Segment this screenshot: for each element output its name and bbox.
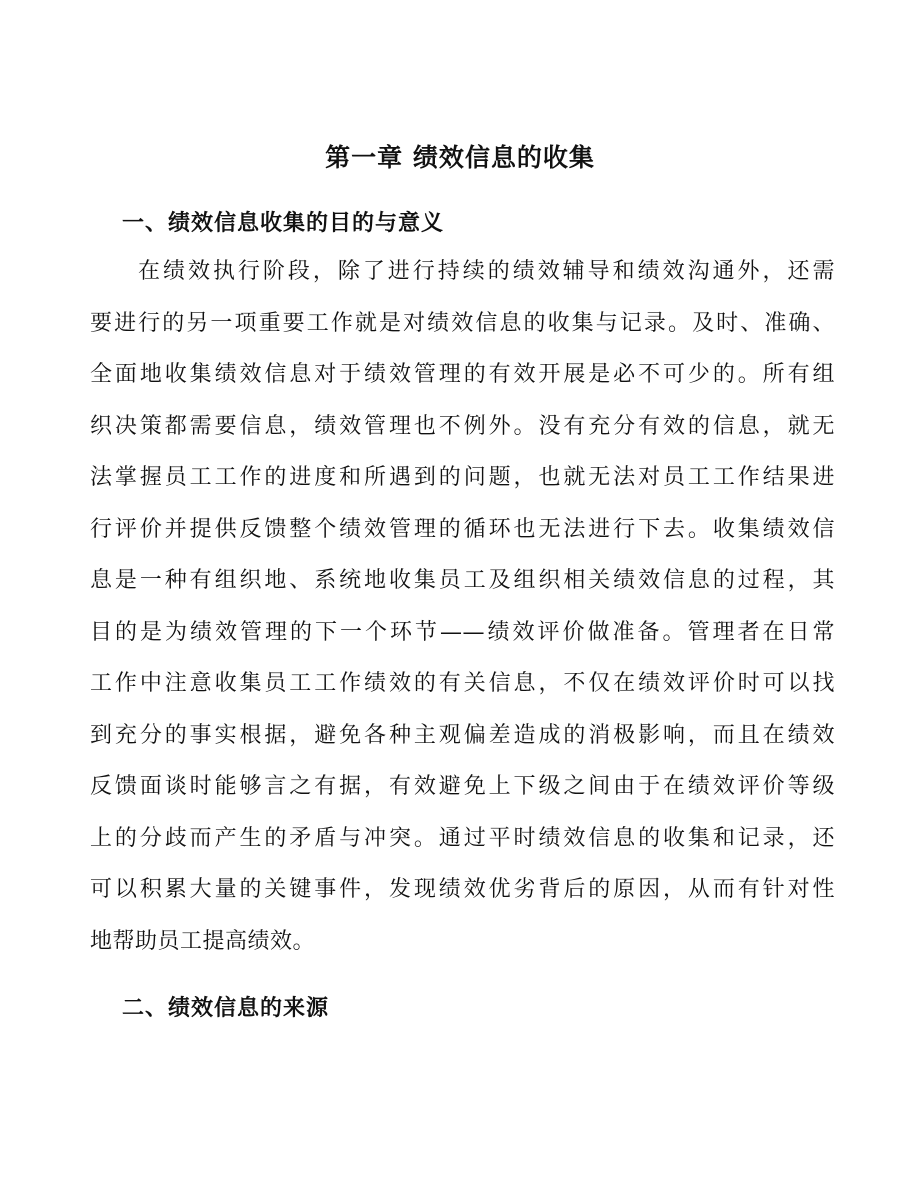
paragraph-line: 全面地收集绩效信息对于绩效管理的有效开展是必不可少的。所有组 <box>90 362 835 387</box>
paragraph-line: 织决策都需要信息，绩效管理也不例外。没有充分有效的信息，就无 <box>90 413 835 439</box>
paragraph-line: 行评价并提供反馈整个绩效管理的循环也无法进行下去。收集绩效信 <box>90 516 835 542</box>
paragraph-line: 反馈面谈时能够言之有据，有效避免上下级之间由于在绩效评价等级 <box>90 774 835 799</box>
paragraph-line: 上的分歧而产生的矛盾与冲突。通过平时绩效信息的收集和记录，还 <box>90 825 835 851</box>
paragraph-line: 息是一种有组织地、系统地收集员工及组织相关绩效信息的过程，其 <box>90 568 835 593</box>
section-paragraph <box>90 254 835 975</box>
chapter-title: 第一章 绩效信息的收集 <box>325 143 595 172</box>
paragraph-line: 在绩效执行阶段，除了进行持续的绩效辅导和绩效沟通外，还需 <box>138 259 835 284</box>
paragraph-line: 可以积累大量的关键事件，发现绩效优劣背后的原因，从而有针对性 <box>90 877 835 902</box>
paragraph-line: 到充分的事实根据，避免各种主观偏差造成的消极影响，而且在绩效 <box>90 722 835 748</box>
paragraph-line: 地帮助员工提高绩效。 <box>90 928 316 954</box>
section-heading-purpose: 一、绩效信息收集的目的与意义 <box>122 211 445 236</box>
section-heading-sources: 二、绩效信息的来源 <box>122 996 330 1021</box>
paragraph-line: 要进行的另一项重要工作就是对绩效信息的收集与记录。及时、准确、 <box>90 310 835 336</box>
paragraph-line: 法掌握员工工作的进度和所遇到的问题，也就无法对员工工作结果进 <box>90 465 835 490</box>
paragraph-line: 工作中注意收集员工工作绩效的有关信息，不仅在绩效评价时可以找 <box>90 671 835 696</box>
paragraph-line: 目的是为绩效管理的下一个环节——绩效评价做准备。管理者在日常 <box>90 619 835 645</box>
